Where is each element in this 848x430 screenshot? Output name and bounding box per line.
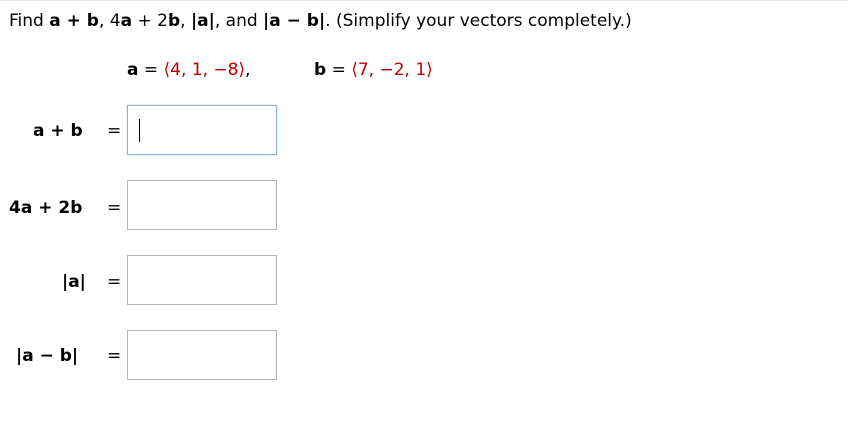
row-label-linear-combo bbox=[9, 198, 82, 218]
question-part-b: b bbox=[167, 11, 181, 31]
vector-a-definition bbox=[127, 60, 251, 80]
vector-a-label: a bbox=[127, 60, 139, 80]
row-label-norm-a-text: |a| bbox=[62, 272, 86, 292]
answer-input-sum[interactable] bbox=[127, 105, 277, 155]
row-equals-norm-diff: = bbox=[107, 346, 122, 366]
row-label-sum-text: a + b bbox=[33, 121, 83, 141]
question-part-norm-diff: |a − b| bbox=[263, 11, 326, 31]
vector-b-label: b bbox=[314, 60, 327, 80]
row-label-norm-a bbox=[62, 272, 86, 292]
answer-input-norm-a[interactable] bbox=[127, 255, 277, 305]
question-part-sum: a + b bbox=[49, 11, 99, 31]
question-suffix: . (Simplify your vectors completely.) bbox=[325, 11, 632, 31]
row-equals-linear-combo: = bbox=[107, 198, 122, 218]
question-sep: , and bbox=[214, 11, 264, 31]
row-label-norm-diff bbox=[16, 346, 78, 366]
row-label-linear-combo-text: 4a + 2b bbox=[9, 198, 83, 218]
question-prefix: Find bbox=[9, 11, 50, 31]
question-part-a: a bbox=[120, 11, 133, 31]
vector-b-value: ⟨7, −2, 1⟩ bbox=[351, 60, 433, 80]
question-sep: , bbox=[98, 11, 110, 31]
question-sep: , bbox=[180, 11, 191, 31]
vector-b-definition bbox=[314, 60, 433, 80]
question-part-coef: 4 bbox=[109, 11, 121, 31]
row-equals-sum: = bbox=[107, 121, 122, 141]
row-label-norm-diff-text: |a − b| bbox=[16, 346, 79, 366]
text-caret bbox=[139, 119, 140, 142]
vector-a-value: ⟨4, 1, −8⟩ bbox=[163, 60, 246, 80]
vector-a-equals: = bbox=[138, 60, 164, 80]
vector-b-equals: = bbox=[326, 60, 352, 80]
question-text bbox=[9, 11, 632, 31]
question-part-norm-a: |a| bbox=[190, 11, 215, 31]
question-part-plus: + 2 bbox=[132, 11, 168, 31]
answer-input-norm-diff[interactable] bbox=[127, 330, 277, 380]
row-equals-norm-a: = bbox=[107, 272, 122, 292]
top-divider bbox=[0, 0, 848, 1]
row-label-sum bbox=[33, 121, 83, 141]
vector-a-comma: , bbox=[245, 60, 251, 80]
answer-input-linear-combo[interactable] bbox=[127, 180, 277, 230]
